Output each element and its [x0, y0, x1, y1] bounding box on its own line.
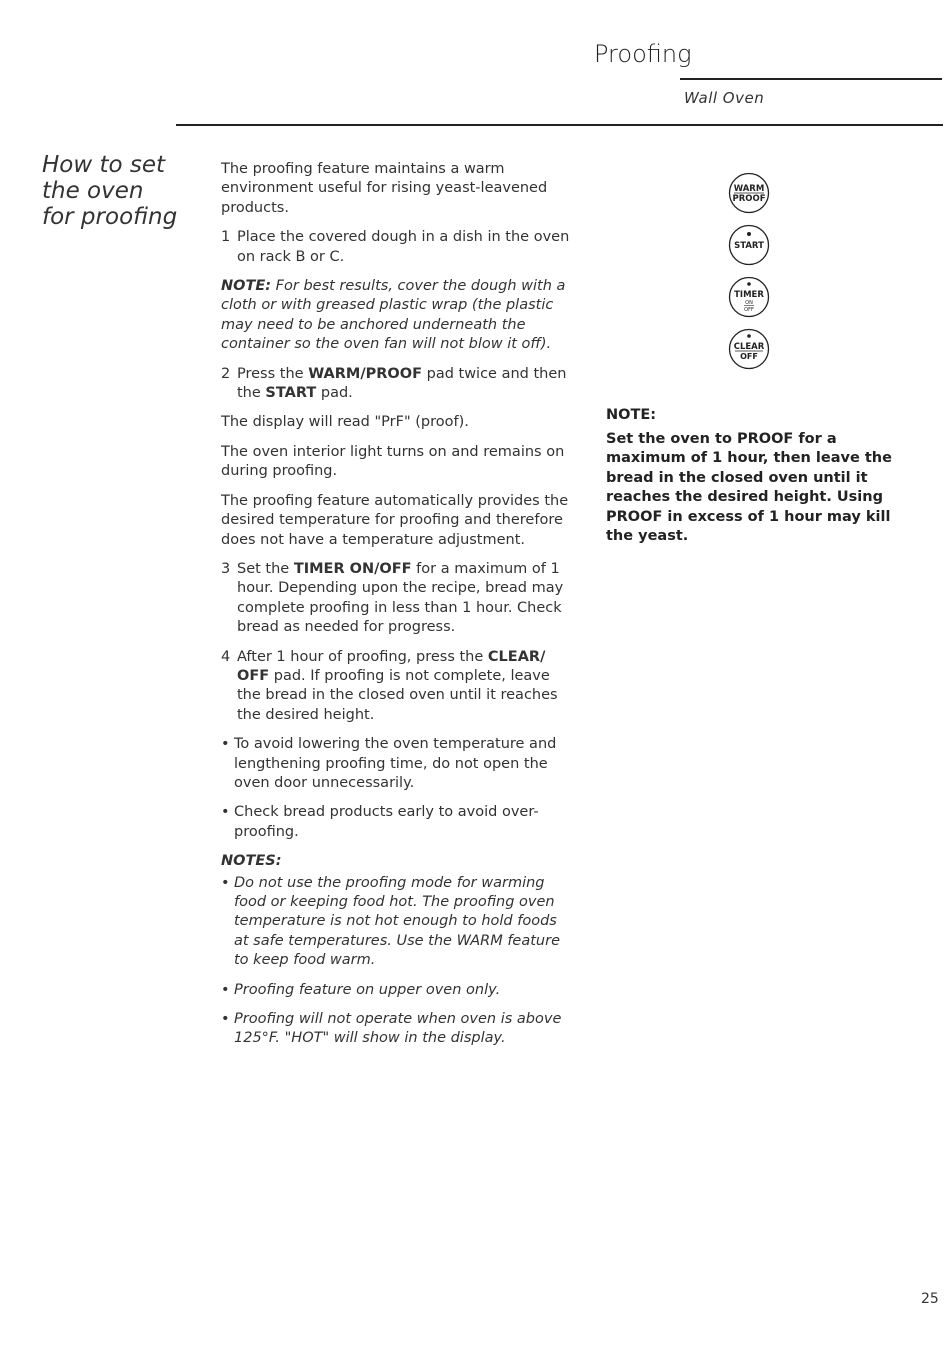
step-3	[221, 560, 571, 638]
step-2	[221, 365, 571, 404]
notes-item	[221, 1010, 571, 1049]
notes-text: Do not use the proofing mode for warming food or keeping food hot. The proofing oven temperature is not hot enough to hold foods at safe temperatures. Use the WARM feature to keep food warm.	[234, 874, 560, 969]
side-note-text: Set the oven to PROOF for a maximum of 1 hour, then leave the bread in the closed oven until it reaches the desired height. Using PROOF in excess of 1 hour may kill the yeast.	[606, 430, 892, 544]
step-text-part: After 1 hour of proofing, press the	[237, 648, 488, 665]
instructions-column	[221, 160, 571, 1059]
page-title: Proofing	[594, 40, 692, 68]
step-number: 3	[221, 560, 231, 577]
bullet-dot: •	[221, 736, 230, 753]
bullet-item	[221, 735, 571, 793]
display-paragraph: The display will read "PrF" (proof).	[221, 414, 469, 431]
section-title: How to set the oven for proofing	[42, 152, 178, 230]
header-rule-short	[680, 78, 942, 80]
step-text	[237, 648, 571, 726]
off-label: OFF	[740, 352, 758, 361]
page-subtitle: Wall Oven	[684, 89, 765, 107]
timer-on-label: ON	[745, 300, 753, 306]
clear-off-pad-icon	[728, 328, 770, 370]
bullet-item	[221, 803, 571, 842]
notes-item	[221, 981, 571, 1000]
bullet-dot: •	[221, 804, 230, 821]
start-label: START	[734, 241, 764, 251]
side-note	[606, 406, 906, 547]
step-text	[237, 560, 571, 638]
notes-text: Proofing will not operate when oven is above 125°F. "HOT" will show in the display.	[234, 1011, 562, 1047]
step-text	[237, 365, 571, 404]
header-rule-long	[176, 124, 943, 126]
page-number: 25	[921, 1291, 939, 1307]
timer-label: TIMER	[734, 290, 764, 300]
intro-paragraph: The proofing feature maintains a warm environment useful for rising yeast-leavened products.	[221, 161, 548, 216]
light-paragraph: The oven interior light turns on and remains on during proofing.	[221, 443, 565, 480]
warm-label: WARM	[733, 184, 765, 194]
note-label: NOTE:	[221, 278, 272, 295]
note-text: For best results, cover the dough with a cloth or with greased plastic wrap (the plastic may need to be anchored underneath the container so the oven fan will not blow it off).	[221, 278, 566, 353]
proof-label: PROOF	[732, 194, 766, 204]
step-number: 2	[221, 365, 231, 382]
warm-proof-pad-label: WARM/PROOF	[308, 365, 422, 382]
step-number: 4	[221, 648, 231, 665]
auto-temp-paragraph: The proofing feature automatically provides the desired temperature for proofing and therefore does not have a temperature adjustment.	[221, 492, 569, 548]
warm-proof-pad-icon	[728, 172, 770, 214]
notes-label: NOTES:	[221, 853, 282, 870]
timer-pad-icon	[728, 276, 770, 318]
step-text-part: pad twice and then the	[237, 365, 567, 402]
notes-item	[221, 874, 571, 971]
clear-off-pad-label: CLEAR/ OFF	[237, 648, 546, 684]
notes-text: Proofing feature on upper oven only.	[234, 981, 501, 998]
bullet-dot: •	[221, 874, 230, 891]
note-paragraph	[221, 277, 571, 355]
start-pad-icon	[728, 224, 770, 266]
bullet-text: Check bread products early to avoid over-proofing.	[234, 804, 539, 840]
step-text-part: pad.	[316, 385, 353, 402]
step-text-part: Set the	[237, 560, 294, 577]
step-text: Place the covered dough in a dish in the oven on rack B or C.	[237, 229, 570, 265]
bullet-dot: •	[221, 981, 230, 998]
bullet-dot: •	[221, 1011, 230, 1028]
start-pad-label: START	[265, 385, 317, 402]
step-text-part: pad. If proofing is not complete, leave the bread in the closed oven until it reaches the desired height.	[237, 667, 558, 723]
side-note-label: NOTE:	[606, 407, 657, 423]
step-4	[221, 648, 571, 726]
step-text-part: for a maximum of 1 hour. Depending upon the recipe, bread may complete proofing in less than 1 hour. Check bread as needed for progress.	[237, 560, 564, 636]
notes-heading	[221, 852, 571, 871]
timer-off-label: OFF	[744, 307, 754, 313]
step-text-part: Press the	[237, 365, 309, 382]
bullet-text: To avoid lowering the oven temperature and lengthening proofing time, do not open the oven door unnecessarily.	[234, 736, 557, 791]
step-1	[221, 228, 571, 267]
clear-label: CLEAR	[733, 342, 765, 352]
timer-pad-label: TIMER ON/OFF	[293, 560, 412, 577]
step-number: 1	[221, 229, 231, 246]
